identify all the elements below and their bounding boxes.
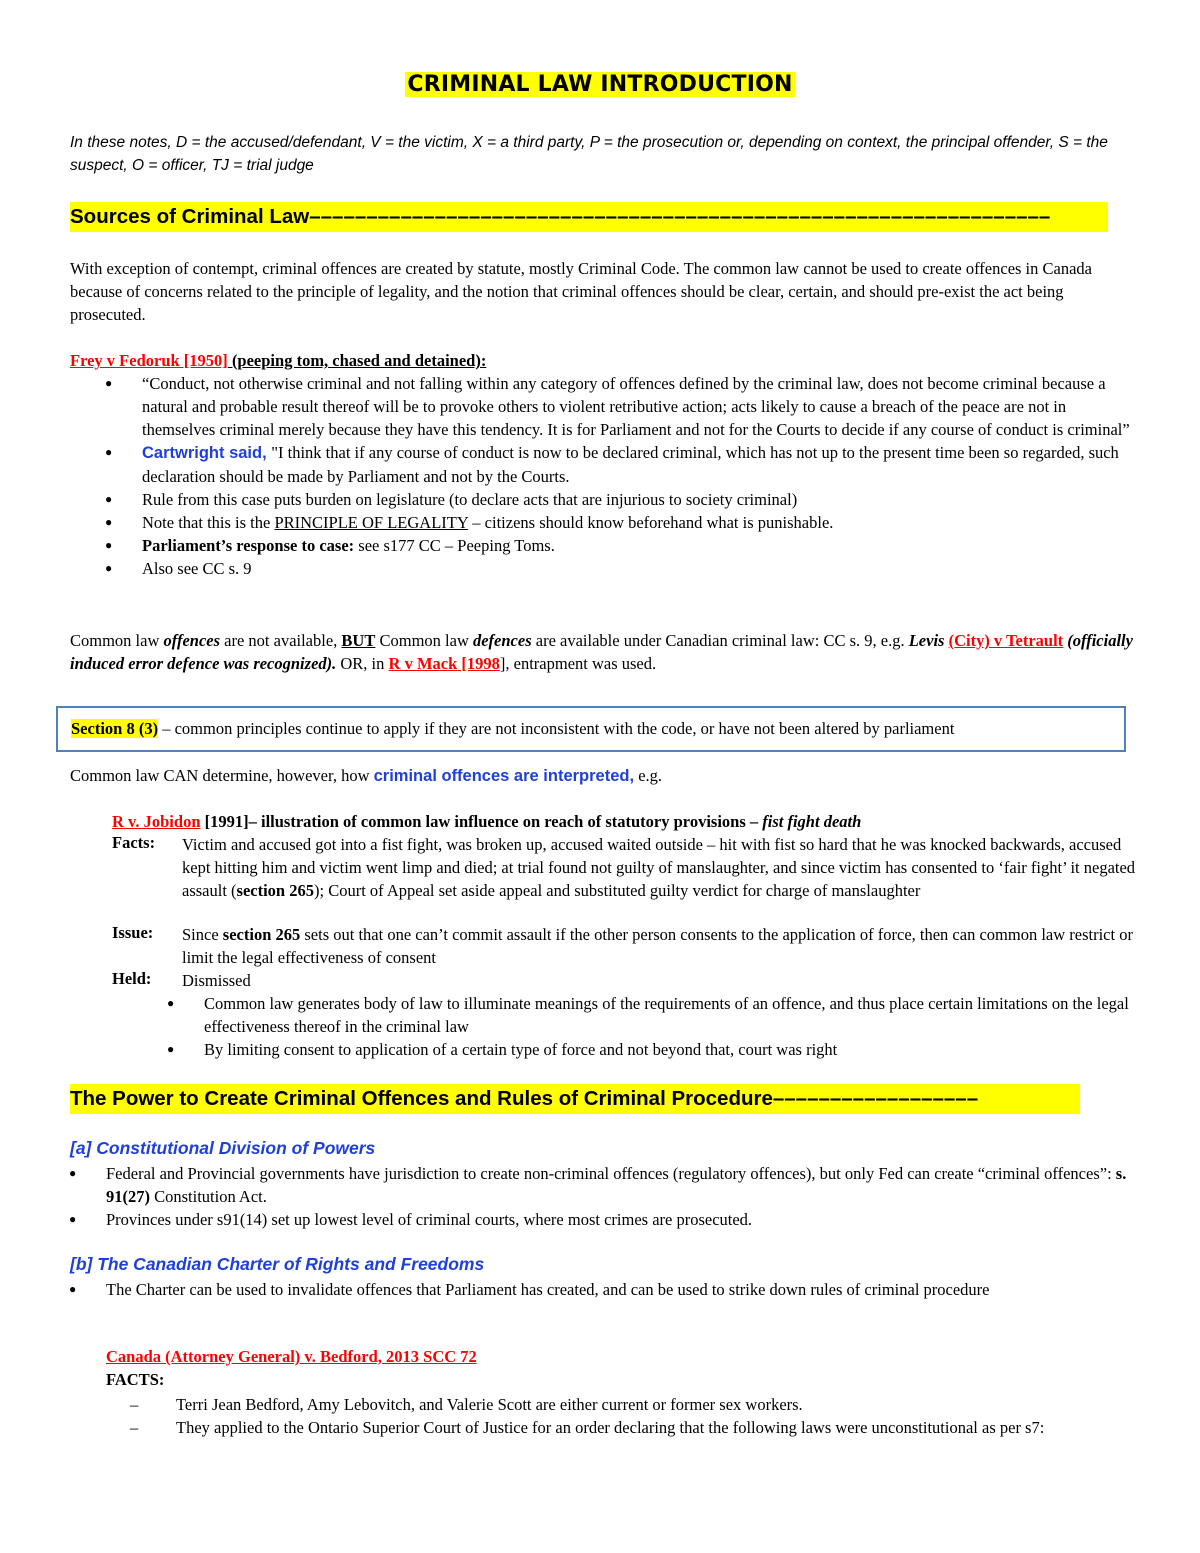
case-link-levis[interactable]: (City) v Tetrault [948, 631, 1064, 650]
jobidon-case-heading: R v. Jobidon [1991]– illustration of common law influence on reach of statutory provisions – fist fight death [112, 812, 862, 831]
sources-intro: With exception of contempt, criminal offences are created by statute, mostly Criminal Code. The common law cannot be used to create offences in Canada because of concerns related to the principle of legality, and the notion that criminal offences should be clear, certain, and should pre-exist the act being prosecuted. [70, 259, 1092, 324]
interpretation-paragraph: Common law CAN determine, however, how criminal offences are interpreted, e.g. [70, 766, 663, 785]
list-item: – Terri Jean Bedford, Amy Lebovitch, and Valerie Scott are either current or former sex workers. [130, 1395, 803, 1414]
list-item: ● By limiting consent to application of a certain type of force and not beyond that, court was right [167, 1040, 838, 1059]
list-item: – They applied to the Ontario Superior Court of Justice for an order declaring that the following laws were unconstitutional as per s7: [130, 1418, 1045, 1437]
facts-label: Facts: [112, 833, 156, 852]
list-item: ● Federal and Provincial governments have jurisdiction to create non-criminal offences (regulatory offences), but only Fed can create “criminal offences”: s. 91(27) Constitution Act. [69, 1164, 1127, 1206]
frey-case-heading: Frey v Fedoruk [1950] (peeping tom, chased and detained): [70, 351, 487, 370]
list-item: ● Also see CC s. 9 [105, 559, 252, 578]
list-item: ● Provinces under s91(14) set up lowest level of criminal courts, where most crimes are prosecuted. [69, 1210, 753, 1229]
page-title: CRIMINAL LAW INTRODUCTION [407, 72, 793, 97]
held-text: Dismissed [182, 971, 251, 990]
subheading-division-of-powers: [a] Constitutional Division of Powers [70, 1138, 376, 1158]
list-item: ● Parliament’s response to case: see s177 CC – Peeping Toms. [105, 536, 555, 555]
list-item: ● Note that this is the PRINCIPLE OF LEGALITY – citizens should know beforehand what is punishable. [105, 513, 834, 532]
bedford-facts-list [130, 1393, 1136, 1439]
facts-text: Victim and accused got into a fist fight, was broken up, accused waited outside – hit with fist so hard that he was knocked backwards, accused kept hitting him and victim went limp and died; at trial found not guilty of manslaughter, and since victim has consented to ‘fair fight’ it negated assault (section 265); Court of Appeal set aside appeal and substituted guilty verdict for charge of manslaughter [182, 835, 1136, 900]
case-link-mack[interactable]: R v Mack [1998 [388, 654, 500, 673]
issue-text: Since section 265 sets out that one can’t commit assault if the other person consents to the application of force, then can common law restrict or limit the legal effectiveness of consent [182, 925, 1133, 967]
held-bullets [167, 992, 1134, 1061]
charter-bullets [69, 1278, 1136, 1301]
section-heading-power: The Power to Create Criminal Offences and Rules of Criminal Procedure–––––––––––––––––– [70, 1084, 1080, 1114]
subheading-charter: [b] The Canadian Charter of Rights and Freedoms [70, 1254, 485, 1274]
case-link-bedford[interactable]: Canada (Attorney General) v. Bedford, 2013 SCC 72 [106, 1347, 477, 1366]
list-item: ● Common law generates body of law to illuminate meanings of the requirements of an offence, and thus place certain limitations on the legal effectiveness thereof in the criminal law [167, 994, 1129, 1036]
list-item: ● Cartwright said, "I think that if any course of conduct is now to be declared criminal, which has not up to the present time been so regarded, such declaration should be made by Parliament and not by the Courts. [105, 443, 1119, 486]
section-8-3-label: Section 8 (3) [71, 719, 159, 738]
division-bullets [69, 1162, 1136, 1231]
bedford-case-heading [106, 1347, 477, 1367]
frey-bullets [105, 372, 1132, 580]
list-item: ● The Charter can be used to invalidate offences that Parliament has created, and can be used to strike down rules of criminal procedure [69, 1280, 990, 1299]
case-link-frey[interactable]: Frey v Fedoruk [1950] [70, 351, 228, 370]
case-link-jobidon[interactable]: R v. Jobidon [112, 812, 201, 831]
issue-label: Issue: [112, 923, 154, 942]
notes-intro: In these notes, D = the accused/defendant, V = the victim, X = a third party, P = the prosecution or, depending on context, the principal offender, S = the suspect, O = officer, TJ = trial judge [70, 134, 1108, 174]
section-8-3-box: Section 8 (3) – common principles continue to apply if they are not inconsistent with the code, or have not been altered by parliament [56, 706, 1126, 752]
section-heading-sources: Sources of Criminal Law––––––––––––––––––––––––––––––––––––––––––––––––––––––––––––––––– [70, 202, 1108, 232]
held-label: Held: [112, 969, 152, 988]
bedford-facts-label: FACTS: [106, 1370, 165, 1389]
common-law-paragraph: Common law offences are not available, BUT Common law defences are available under Canadian criminal law: CC s. 9, e.g. Levis (City) v Tetrault (officially induced error defence was recognized). OR, in R v Mack [1998], entrapment was used. [70, 631, 1133, 673]
list-item: ● “Conduct, not otherwise criminal and not falling within any category of offences defined by the criminal law, does not become criminal because a natural and probable result thereof will be to provoke others to violent retributive action; acts likely to cause a breach of the peace are not in themselves criminal merely because they have this tendency. It is for Parliament and not for the Courts to decide if any course of conduct is criminal” [105, 374, 1130, 439]
list-item: ● Rule from this case puts burden on legislature (to declare acts that are injurious to society criminal) [105, 490, 798, 509]
